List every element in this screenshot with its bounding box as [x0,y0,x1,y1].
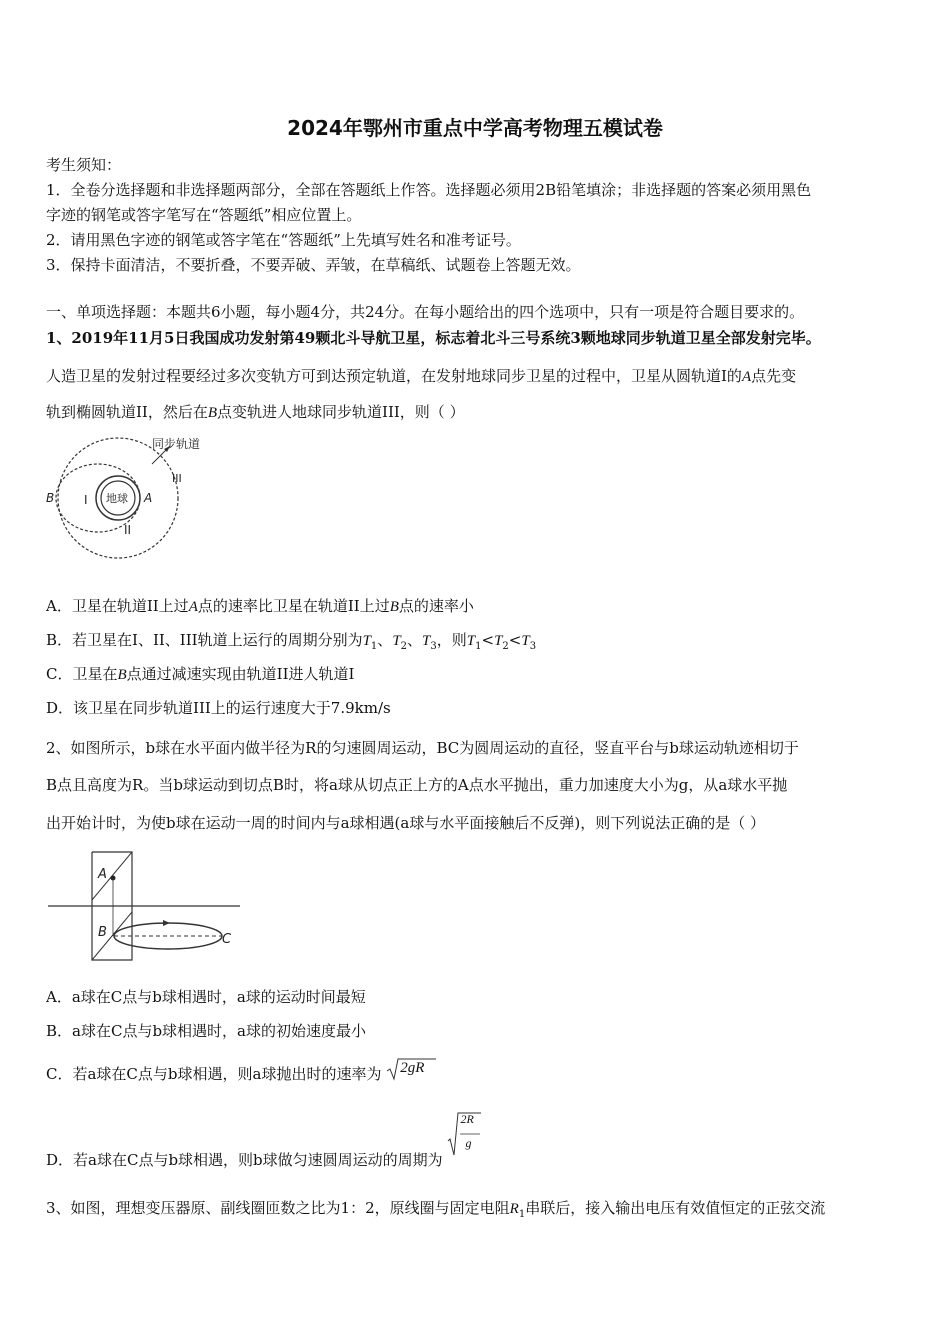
sync-orbit-label: 同步轨道 [152,437,201,451]
orbit-label-ii: II [124,523,132,537]
page-title: 2024年鄂州市重点中学高考物理五模试卷 [287,116,663,140]
q2-line-2: B点且高度为R。当b球运动到切点B时，将a球从切点正上方的A点水平抛出，重力加速度大小为g，从a球水平抛 [46,776,788,794]
q3-line-1: 3、如图，理想变压器原、副线圈匝数之比为1：2，原线圈与固定电阻$R_1$串联后，接入输出电压有效值恒定的正弦交流 [46,1199,826,1220]
q2-option-c: C．若a球在C点与b球相遇，则a球抛出时的速率为 2gR [46,1063,436,1087]
notice-item-1-cont: 字迹的钢笔或答字笔写在“答题纸”相应位置上。 [46,206,362,224]
notice-item-3: 3．保持卡面清洁，不要折叠，不要弄破、弄皱，在草稿纸、试题卷上答题无效。 [46,256,581,274]
q2-option-a: A．a球在C点与b球相遇时，a球的运动时间最短 [46,988,366,1006]
q1-line-1: 1、2019年11月5日我国成功发射第49颗北斗导航卫星，标志着北斗三号系统3颗地球同步轨道卫星全部发射完毕。 [46,329,821,347]
q2-option-b: B．a球在C点与b球相遇时，a球的初始速度最小 [46,1022,366,1040]
section-heading: 一、单项选择题：本题共6小题，每小题4分，共24分。在每小题给出的四个选项中，只有一项是符合题目要求的。 [46,303,805,321]
q2-line-1: 2、如图所示，b球在水平面内做半径为R的匀速圆周运动，BC为圆周运动的直径，竖直平台与b球运动轨迹相切于 [46,739,799,757]
point-b-label: B [46,491,55,505]
point-a-label: A [98,867,107,882]
platform-diagram [44,848,244,970]
point-a-label: A [144,491,153,505]
notice-item-1: 1．全卷分选择题和非选择题两部分，全部在答题纸上作答。选择题必须用2B铅笔填涂；非选择题的答案必须用黑色 [46,181,812,199]
orbit-label-i: I [84,493,88,507]
q1-line-3: 轨到椭圆轨道II，然后在B点变轨进人地球同步轨道III，则（ ） [46,403,465,421]
notice-item-2: 2．请用黑色字迹的钢笔或答字笔在“答题纸”上先填写姓名和准考证号。 [46,231,521,249]
q1-option-d: D．该卫星在同步轨道III上的运行速度大于7.9km/s [46,699,391,717]
q2-line-3: 出开始计时，为使b球在运动一周的时间内与a球相遇(a球与水平面接触后不反弹)，则下列说法正确的是（ ） [46,814,765,832]
sqrt-2gr: 2gR [386,1057,436,1081]
q1-option-a: A．卫星在轨道II上过A点的速率比卫星在轨道II上过B点的速率小 [46,597,474,615]
point-b-label: B [98,925,107,940]
sqrt-2r-over-g: 2R g [447,1134,481,1180]
notice-heading: 考生须知： [46,156,122,174]
orbit-label-iii: III [172,472,182,485]
point-c-label: C [222,932,232,947]
q1-line-2: 人造卫星的发射过程要经过多次变轨方可到达预定轨道，在发射地球同步卫星的过程中，卫星从圆轨道I的A点先变 [46,367,797,385]
q1-option-c: C．卫星在B点通过减速实现由轨道II进人轨道I [46,665,355,683]
q2-option-d: D．若a球在C点与b球相遇，则b球做匀速圆周运动的周期为 2R g [46,1138,481,1184]
q1-option-b: B．若卫星在I、II、III轨道上运行的周期分别为$T_1$、$T_2$、$T_3$，则$T_1<T_2<T_3$ [46,631,537,652]
orbit-diagram [40,432,220,560]
earth-label: 地球 [106,492,128,505]
orbit-direction-arrow [163,920,170,926]
